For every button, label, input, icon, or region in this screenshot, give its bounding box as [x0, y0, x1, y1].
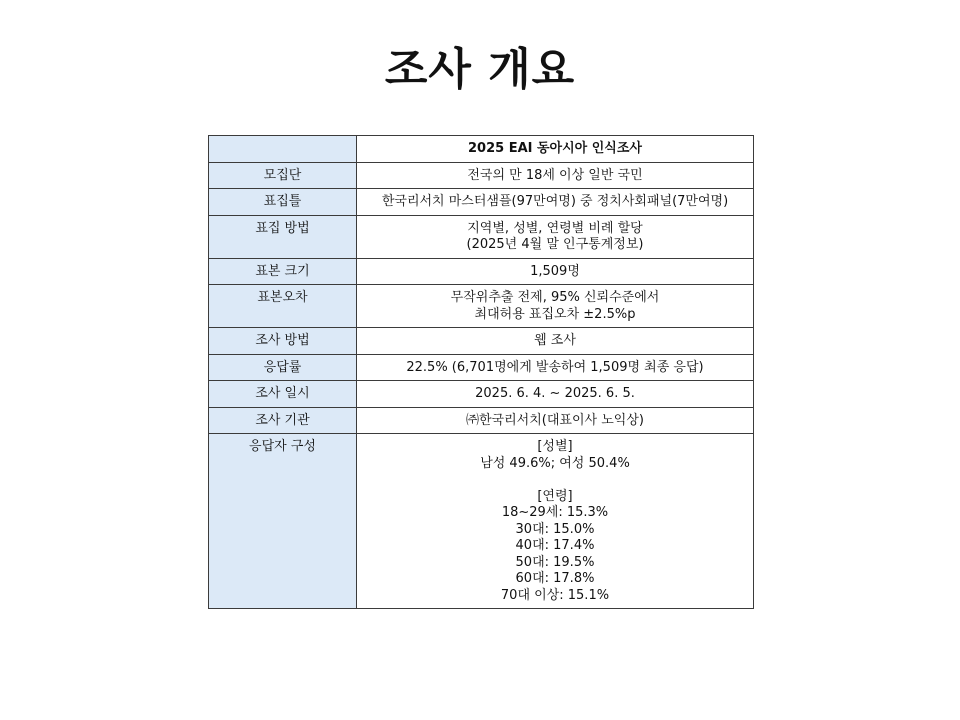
- row-value-line: 70대 이상: 15.1%: [500, 587, 610, 603]
- row-value-line: 한국리서치 마스터샘플(97만여명) 중 정치사회패널(7만여명): [381, 194, 729, 209]
- row-value: [357, 381, 754, 408]
- table-row: [209, 328, 754, 355]
- row-value-line: 22.5% (6,701명에게 발송하여 1,509명 최종 응답): [406, 359, 704, 375]
- row-label: 조사 기관: [209, 407, 357, 434]
- table-header-label-cell: [209, 136, 357, 163]
- table-header-title: 2025 EAI 동아시아 인식조사: [357, 136, 754, 163]
- row-value-line: 40대: 17.4%: [515, 538, 595, 553]
- row-value: [357, 258, 754, 285]
- table-row: [209, 434, 754, 609]
- row-value-line: 웹 조사: [534, 333, 576, 348]
- row-value: [357, 354, 754, 381]
- row-value: [357, 407, 754, 434]
- row-value-line: 1,509명: [530, 263, 580, 279]
- row-label: 응답자 구성: [209, 434, 357, 609]
- row-value-line: [361, 472, 749, 489]
- row-value-line: 50대: 19.5%: [515, 554, 595, 570]
- row-value: [357, 189, 754, 216]
- row-value-line: 60대: 17.8%: [515, 571, 595, 586]
- table-row: [209, 162, 754, 189]
- table-row: [209, 381, 754, 408]
- row-value-line: 30대: 15.0%: [515, 521, 595, 537]
- row-label: 표본 크기: [209, 258, 357, 285]
- row-label: 조사 일시: [209, 381, 357, 408]
- row-label: 모집단: [209, 162, 357, 189]
- row-value-line: 전국의 만 18세 이상 일반 국민: [467, 167, 643, 183]
- row-label: 조사 방법: [209, 328, 357, 355]
- row-value-line: 최대허용 표집오차 ±2.5%p: [474, 306, 636, 322]
- survey-overview-table: [208, 135, 754, 609]
- row-value-line: 무작위추출 전제, 95% 신뢰수준에서: [450, 290, 660, 305]
- table-row: [209, 354, 754, 381]
- row-value: [357, 285, 754, 328]
- row-value: [357, 162, 754, 189]
- table-row: [209, 215, 754, 258]
- row-value-line: 18~29세: 15.3%: [501, 505, 609, 520]
- table-row: [209, 258, 754, 285]
- row-value-line: ㈜한국리서치(대표이사 노익상): [466, 412, 644, 428]
- table-row: [209, 285, 754, 328]
- row-value-line: 2025. 6. 4. ~ 2025. 6. 5.: [475, 386, 635, 401]
- row-label: 표본오차: [209, 285, 357, 328]
- row-value: [357, 215, 754, 258]
- row-value-line: (2025년 4월 말 인구통계정보): [466, 237, 644, 252]
- row-value-line: 남성 49.6%; 여성 50.4%: [480, 455, 630, 471]
- row-label: 표집틀: [209, 189, 357, 216]
- row-label: 표집 방법: [209, 215, 357, 258]
- page-title: 조사 개요: [384, 44, 576, 95]
- table-row: [209, 189, 754, 216]
- row-value: [357, 434, 754, 609]
- row-value-line: [성별]: [537, 439, 573, 454]
- table-row: [209, 407, 754, 434]
- row-value-line: 지역별, 성별, 연령별 비례 할당: [467, 220, 643, 236]
- survey-overview-table-body: [209, 136, 754, 609]
- row-label: 응답률: [209, 354, 357, 381]
- row-value-line: [연령]: [537, 488, 573, 504]
- table-header-row: [209, 136, 754, 163]
- row-value: [357, 328, 754, 355]
